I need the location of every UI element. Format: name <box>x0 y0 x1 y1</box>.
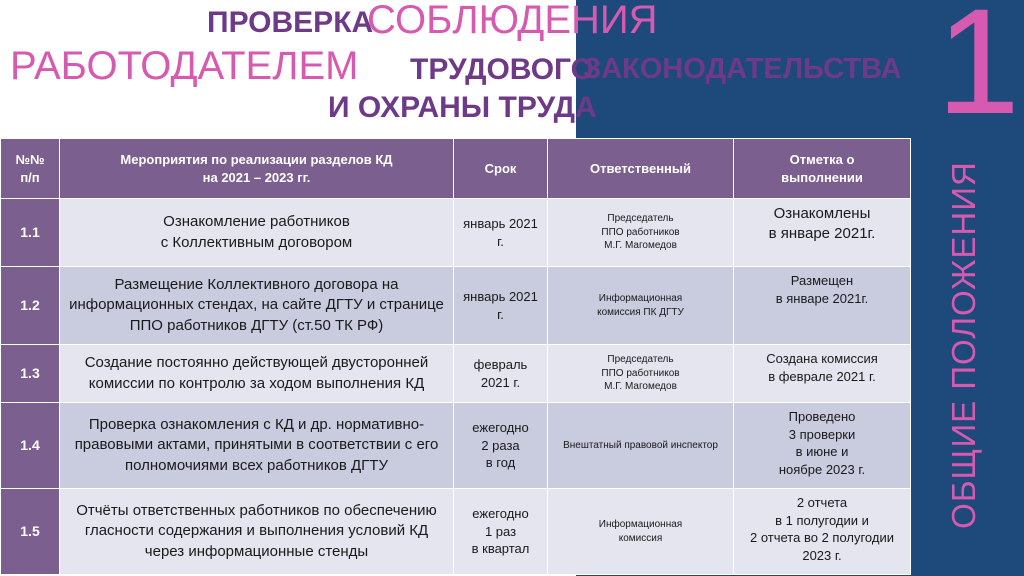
table-row <box>1 345 911 403</box>
row-number: 1.5 <box>1 489 60 575</box>
table-row <box>1 489 911 575</box>
row-number: 1.2 <box>1 267 60 345</box>
row-completion-mark: Размещен в январе 2021г. <box>734 267 911 345</box>
title-word-soblyudeniya: СОБЛЮДЕНИЯ <box>367 0 658 42</box>
page-title <box>0 0 900 130</box>
row-responsible: Информационная комиссия <box>548 489 734 575</box>
row-activity: Проверка ознакомления с КД и др. нормативно- правовыми актами, принятыми в соответствии с его полномочиями всех работников ДГТУ <box>60 403 454 489</box>
header-activities: Мероприятия по реализации разделов КД на 2021 – 2023 гг. <box>60 139 454 199</box>
header-num: №№ п/п <box>1 139 60 199</box>
row-term: январь 2021 г. <box>454 199 548 267</box>
title-line-okhrany-truda: И ОХРАНЫ ТРУДА <box>328 91 597 124</box>
row-completion-mark: Создана комиссия в феврале 2021 г. <box>734 345 911 403</box>
row-responsible: Председатель ППО работников М.Г. Магомедов <box>548 199 734 267</box>
table-row <box>1 403 911 489</box>
row-completion-mark: Проведено 3 проверки в июне и ноябре 2023 г. <box>734 403 911 489</box>
section-label-text: ОБЩИЕ ПОЛОЖЕНИЯ <box>945 161 983 529</box>
table-header-row <box>1 139 911 199</box>
title-word-zakonodatelstva: ЗАКОНОДАТЕЛЬСТВА <box>583 53 902 85</box>
measures-table <box>0 138 911 575</box>
row-term: январь 2021 г. <box>454 267 548 345</box>
header-responsible: Ответственный <box>548 139 734 199</box>
row-completion-mark: 2 отчета в 1 полугодии и 2 отчета во 2 полугодии 2023 г. <box>734 489 911 575</box>
header-completion-mark: Отметка о выполнении <box>734 139 911 199</box>
row-term: февраль 2021 г. <box>454 345 548 403</box>
row-activity: Размещение Коллективного договора на информационных стендах, на сайте ДГТУ и странице ППО работников ДГТУ (ст.50 ТК РФ) <box>60 267 454 345</box>
row-term: ежегодно 1 раз в квартал <box>454 489 548 575</box>
row-responsible: Председатель ППО работников М.Г. Магомедов <box>548 345 734 403</box>
table-row <box>1 267 911 345</box>
row-term: ежегодно 2 раза в год <box>454 403 548 489</box>
row-number: 1.4 <box>1 403 60 489</box>
row-responsible: Информационная комиссия ПК ДГТУ <box>548 267 734 345</box>
row-number: 1.1 <box>1 199 60 267</box>
row-responsible: Внештатный правовой инспектор <box>548 403 734 489</box>
section-label-vertical <box>934 161 994 529</box>
row-activity: Отчёты ответственных работников по обеспечению гласности содержания и выполнения условий КД через информационные стенды <box>60 489 454 575</box>
row-activity: Ознакомление работников с Коллективным договором <box>60 199 454 267</box>
row-activity: Создание постоянно действующей двусторонней комиссии по контролю за ходом выполнения КД <box>60 345 454 403</box>
header-term: Срок <box>454 139 548 199</box>
title-word-rabotodatelem: РАБОТОДАТЕЛЕМ <box>10 44 359 88</box>
title-word-trudovogo: ТРУДОВОГО <box>410 53 594 86</box>
section-number: 1 <box>936 0 1020 145</box>
title-word-proverka: ПРОВЕРКА <box>207 6 374 39</box>
row-number: 1.3 <box>1 345 60 403</box>
table-row <box>1 199 911 267</box>
row-completion-mark: Ознакомлены в январе 2021г. <box>734 199 911 267</box>
